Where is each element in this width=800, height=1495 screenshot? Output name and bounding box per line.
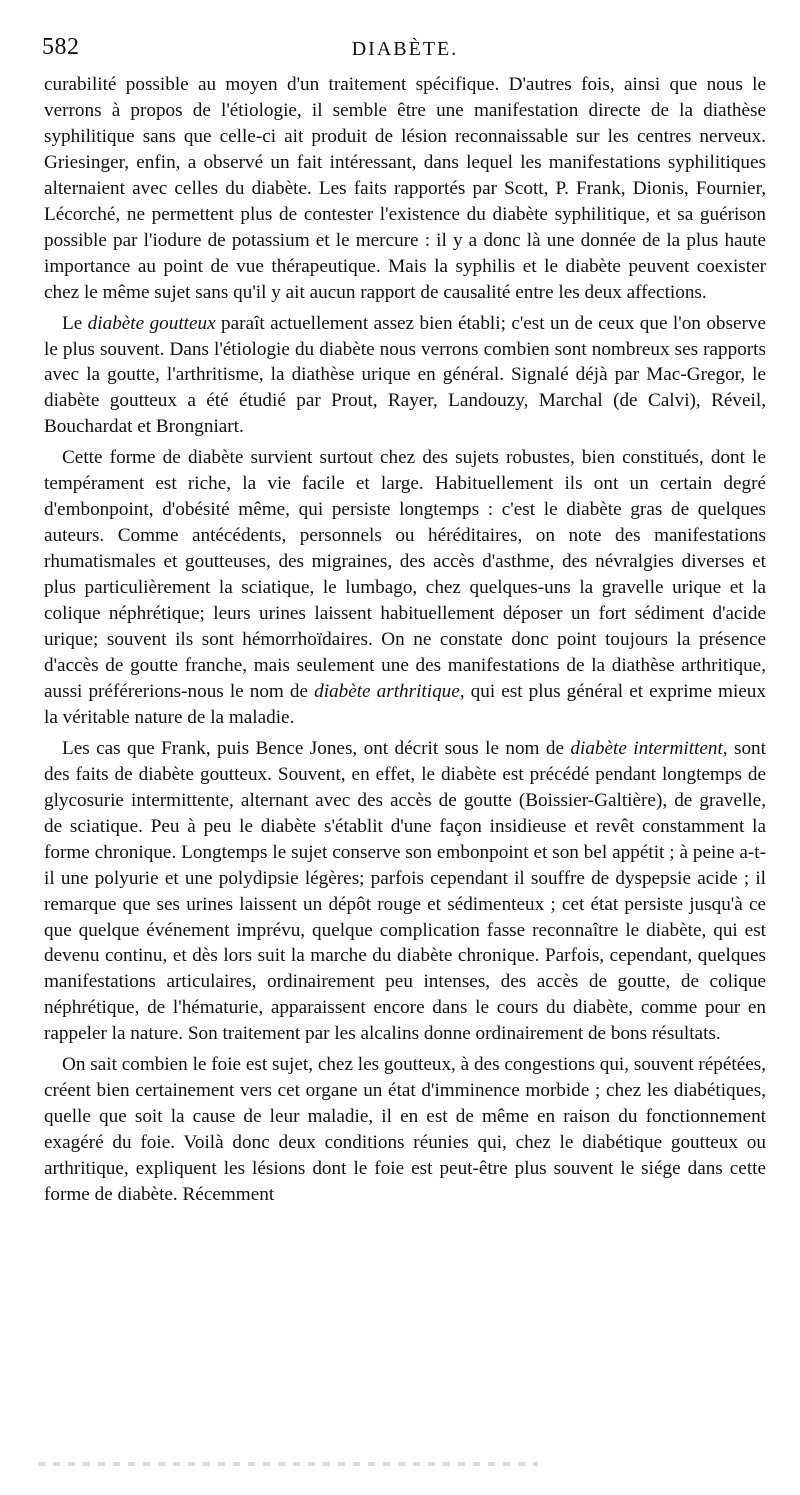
body-text	[44, 72, 766, 1208]
paragraph-text: Cette forme de diabète survient surtout chez des sujets robustes, bien constitués, dont le tempérament est riche, la vie facile et large. Habituellement ils ont un certain degré d'embonpoint, d'obésité même, qui persiste longtemps : c'est le diabète gras de quelques auteurs. Comme antécédents, personnels ou héréditaires, on note des manifestations rhumatismales et goutteuses, des migraines, des accès d'asthme, des névralgies diverses et plus particulièrement la sciatique, le lumbago, chez quelques-uns la gravelle urique et la colique néphrétique; leurs urines laissent habituellement déposer un fort sédiment d'acide urique; souvent ils sont hémorrhoïdaires. On ne constate donc point toujours la présence d'accès de goutte franche, mais seulement une des manifestations de la diathèse arthritique, aussi préférerions-nous le nom de	[44, 447, 766, 702]
paragraph-text: paraît actuellement assez bien établi; c'est un de ceux que l'on observe le plus souvent. Dans l'étiologie du diabète nous verrons combien sont nombreux ses rapports avec la goutte, l'arthritisme, la diathèse urique en général. Signalé déjà par Mac-Gregor, le diabète goutteux a été étudié par Prout, Rayer, Landouzy, Marchal (de Calvi), Réveil, Bouchardat et Brongniart.	[44, 312, 766, 438]
paragraph-text: Les cas que Frank, puis Bence Jones, ont décrit sous le nom de	[62, 737, 571, 759]
scan-footer-noise	[38, 1462, 538, 1466]
italic-term: diabète goutteux	[87, 312, 216, 334]
paragraph-arthritic-diabetes	[44, 445, 766, 730]
running-title: DIABÈTE.	[351, 38, 459, 60]
paragraph-gouty-diabetes	[44, 311, 766, 441]
paragraph-text: Le	[62, 312, 88, 334]
paragraph-text: sont des faits de diabète goutteux. Souvent, en effet, le diabète est précédé pendant longtemps de glycosurie intermittente, alternant avec des accès de goutte (Boissier-Galtière), de gravelle, de sciatique. Peu à peu le diabète s'établit d'une façon insidieuse et revêt constamment la forme chronique. Longtemps le sujet conserve son embonpoint et son bel appétit ; à peine a-t-il une polyurie et une polydipsie légères; parfois cependant il souffre de dyspepsie acide ; il remarque que ses urines laissent un dépôt rouge et sédimenteux ; cet état persiste jusqu'à ce que quelque événement imprévu, quelque complication fasse reconnaître le diabète, qui est devenu continu, et dès lors suit la marche du diabète chronique. Parfois, cependant, quelques manifestations articulaires, ordinairement peu intenses, des accès de goutte, de colique néphrétique, de l'hématurie, apparaissent encore dans le cours du diabète, comme pour en rappeler la nature. Son traitement par les alcalins donne ordinairement de bons résultats.	[44, 737, 766, 1045]
paragraph-text: qui est plus général et exprime mieux la véritable nature de la maladie.	[44, 680, 766, 728]
running-head	[42, 34, 768, 64]
italic-term: diabète intermittent,	[570, 737, 728, 759]
paragraph-intermittent-diabetes	[44, 736, 766, 1047]
page-number: 582	[42, 34, 80, 60]
paragraph-syphilitic-diabetes: curabilité possible au moyen d'un traitement spécifique. D'autres fois, ainsi que nous le verrons à propos de l'étiologie, il semble être une manifestation directe de la diathèse syphilitique sans que celle-ci ait produit de lésion reconnaissable sur les centres nerveux. Griesinger, enfin, a observé un fait intéressant, dans lequel les manifestations syphilitiques alternaient avec celles du diabète. Les faits rapportés par Scott, P. Frank, Dionis, Fournier, Lécorché, ne permettent plus de contester l'existence du diabète syphilitique, et sa guérison possible par l'iodure de potassium et le mercure : il y a donc là une donnée de la plus haute importance au point de vue thérapeutique. Mais la syphilis et le diabète peuvent coexister chez le même sujet sans qu'il y ait aucun rapport de causalité entre les deux affections.	[44, 74, 766, 303]
paragraph-liver: On sait combien le foie est sujet, chez les goutteux, à des congestions qui, souvent répétées, créent bien certainement vers cet organe un état d'imminence morbide ; chez les diabétiques, quelle que soit la cause de leur maladie, il en est de même en raison du fonctionnement exagéré du foie. Voilà donc deux conditions réunies qui, chez le diabétique goutteux ou arthritique, expliquent les lésions dont le foie est peut-être plus souvent le siége dans cette forme de diabète. Récemment	[44, 1054, 766, 1206]
italic-term: diabète arthritique,	[314, 680, 465, 702]
